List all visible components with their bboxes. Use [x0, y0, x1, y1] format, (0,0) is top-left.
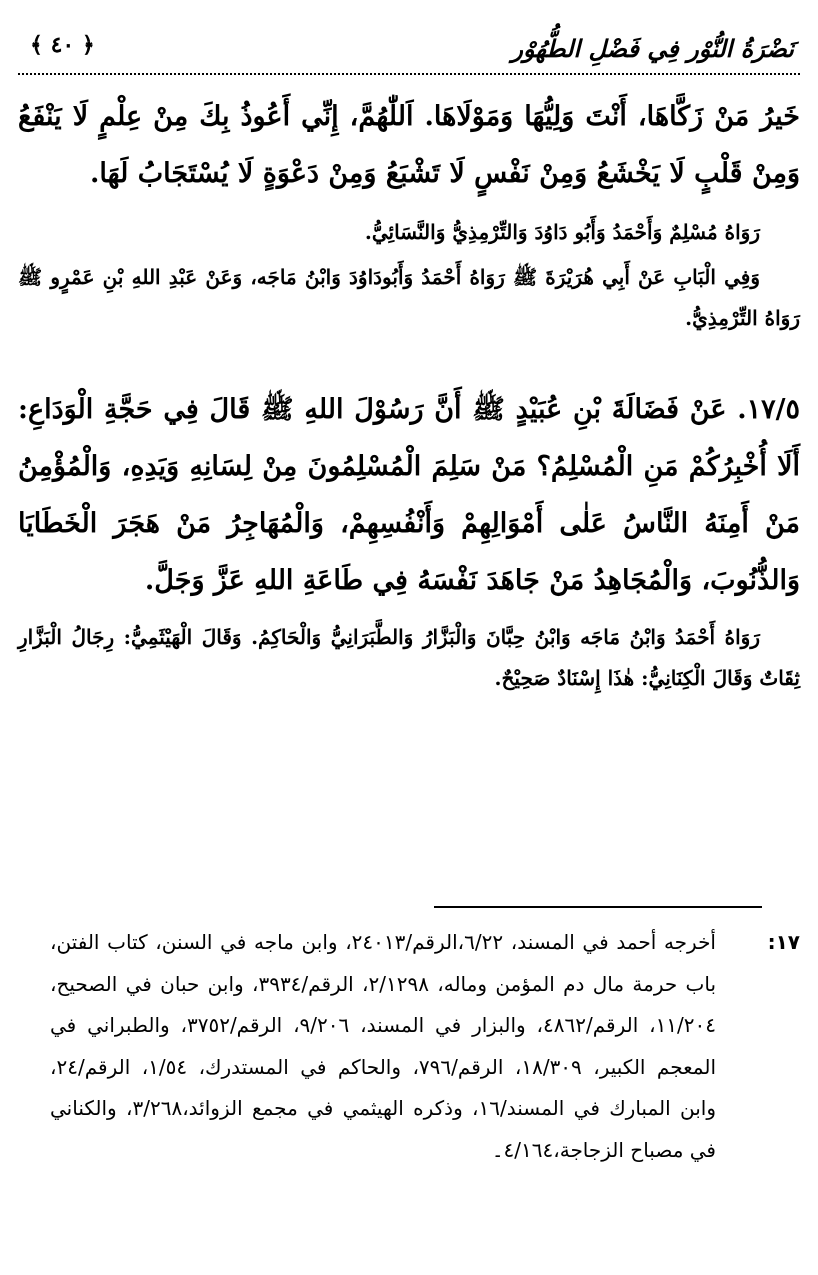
page-number: ٤٠ [50, 32, 75, 58]
hadith-paragraph [18, 381, 800, 609]
page-header [18, 20, 800, 78]
dua-paragraph: خَيرُ مَنْ زَكَّاهَا، أَنْتَ وَلِيُّهَا وَمَوْلَاهَا. اَللّٰهُمَّ، إِنِّي أَعُوذُ بِكَ مِنْ عِلْمٍ لَا يَنْفَعُ وَمِنْ قَلْبٍ لَا يَخْشَعُ وَمِنْ نَفْسٍ لَا تَشْبَعُ وَمِنْ دَعْوَةٍ لَا يُسْتَجَابُ لَهَا. [18, 101, 800, 189]
narration-paragraph-3: رَوَاهُ أَحْمَدُ وَابْنُ مَاجَه وَابْنُ حِبَّانَ وَالْبَزَّارُ وَالطَّبَرَانِيُّ وَالْحَاكِمُ. وَقَالَ الْهَيْثَمِيُّ: رِجَالُ الْبَزَّارِ ثِقَاتٌ وَقَالَ الْكِنَانِيُّ: هٰذَا إِسْنَادٌ صَحِيْحٌ. [18, 625, 800, 690]
narration-paragraph-2: وَفِي الْبَابِ عَنْ أَبِي هُرَيْرَةَ ﷺ رَوَاهُ أَحْمَدُ وَأَبُودَاوُدَ وَابْنُ مَاجَه، وَعَنْ عَبْدِ اللهِ بْنِ عَمْرٍو ﷺ رَوَاهُ التِّرْمِذِيُّ. [18, 265, 800, 330]
page-number-block [30, 32, 95, 58]
ornament-right-icon: ﴿ [81, 32, 95, 58]
header-divider [18, 73, 800, 75]
footnote-text: أخرجه أحمد في المسند، ٦/٢٢،الرقم/٢٤٠١٣، وابن ماجه في السنن، كتاب الفتن، باب حرمة مال دم المؤمن وماله، ٢/١٢٩٨، الرقم/٣٩٣٤، وابن حبان في الصحيح، ١١/٢٠٤، الرقم/٤٨٦٢، والبزار في المسند، ٩/٢٠٦، الرقم/٣٧٥٢، والطبراني في المعجم الكبير، ١٨/٣٠٩، الرقم/٧٩٦، والحاكم في المستدرك، ١/٥٤، الرقم/٢٤، وابن المبارك في المسند/١٦، وذكره الهيثمي في مجمع الزوائد،٣/٢٦٨، والكناني في مصباح الزجاجة،٤/١٦٤۔ [50, 930, 717, 1162]
ornament-left-icon: ﴾ [30, 32, 43, 58]
hadith-text: عَنْ فَضَالَةَ بْنِ عُبَيْدٍ ﷺ أَنَّ رَسُوْلَ اللهِ ﷺ قَالَ فِي حَجَّةِ الْوَدَاعِ: أَلَا أُخْبِرُكُمْ مَنِ الْمُسْلِمُ؟ مَنْ سَلِمَ الْمُسْلِمُونَ مِنْ لِسَانِهِ وَيَدِهِ، وَالْمُؤْمِنُ مَنْ أَمِنَهُ النَّاسُ عَلٰى أَمْوَالِهِمْ وَأَنْفُسِهِمْ، وَالْمُهَاجِرُ مَنْ هَجَرَ الْخَطَايَا وَالذُّنُوبَ، وَالْمُجَاهِدُ مَنْ جَاهَدَ نَفْسَهُ فِي طَاعَةِ اللهِ عَزَّ وَجَلَّ. [18, 394, 800, 596]
footnote [50, 922, 800, 1171]
footnote-number: ١٧: [767, 930, 800, 954]
narration-paragraph-1: رَوَاهُ مُسْلِمٌ وَأَحْمَدُ وَأَبُو دَاوُدَ وَالتِّرْمِذِيُّ وَالنَّسَائِيُّ. [364, 220, 760, 244]
running-title: نَضْرَةُ النُّوْر فِي فَضْلِ الطُّهُوْر [511, 34, 794, 63]
main-text [18, 88, 800, 699]
hadith-number: ١٧/٥. [737, 394, 800, 425]
footnote-divider [434, 906, 762, 908]
